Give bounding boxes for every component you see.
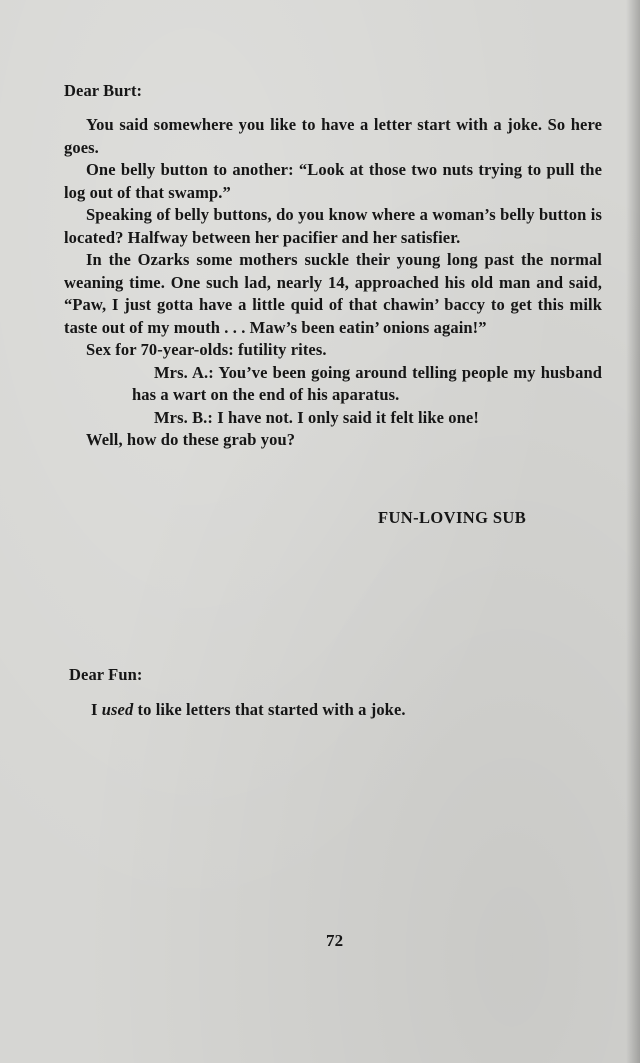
reply-emphasis: used: [101, 700, 134, 719]
page-number: 72: [326, 931, 344, 950]
letter-body: [64, 114, 602, 452]
letter-paragraph: In the Ozarks some mothers suckle their young long past the normal weaning time. One such lad, nearly 14, approached his old man and said, “Paw, I just gotta have a little quid of that chawin’ baccy to get this milk taste out of my mouth . . . Maw’s been eatin’ onions again!”: [64, 250, 602, 337]
letter-paragraph: Speaking of belly buttons, do you know where a woman’s belly button is located? Halfway between her pacifier and her satisfier.: [64, 205, 602, 247]
letter-paragraph: One belly button to another: “Look at those two nuts trying to pull the log out of that swamp.”: [64, 160, 602, 202]
reply-text-before: I: [91, 700, 102, 719]
reply-salutation: Dear Fun:: [69, 665, 143, 684]
letter-paragraph: You said somewhere you like to have a letter start with a joke. So here goes.: [64, 115, 602, 157]
dialog-line: Mrs. B.: I have not. I only said it felt like one!: [154, 407, 479, 427]
letter-signature: FUN-LOVING SUB: [378, 508, 527, 527]
reply-text-after: to like letters that started with a joke.: [133, 700, 406, 719]
letter-paragraph: Sex for 70-year-olds: futility rites.: [86, 340, 327, 359]
dialog-line: Mrs. A.: You’ve been going around telling people my husband has a wart on the end of his aparatus.: [132, 362, 602, 404]
letter-closing: Well, how do these grab you?: [86, 430, 296, 449]
page-edge-shadow: [626, 0, 640, 1063]
letter-salutation: Dear Burt:: [64, 81, 143, 100]
reply-body: [91, 699, 406, 722]
